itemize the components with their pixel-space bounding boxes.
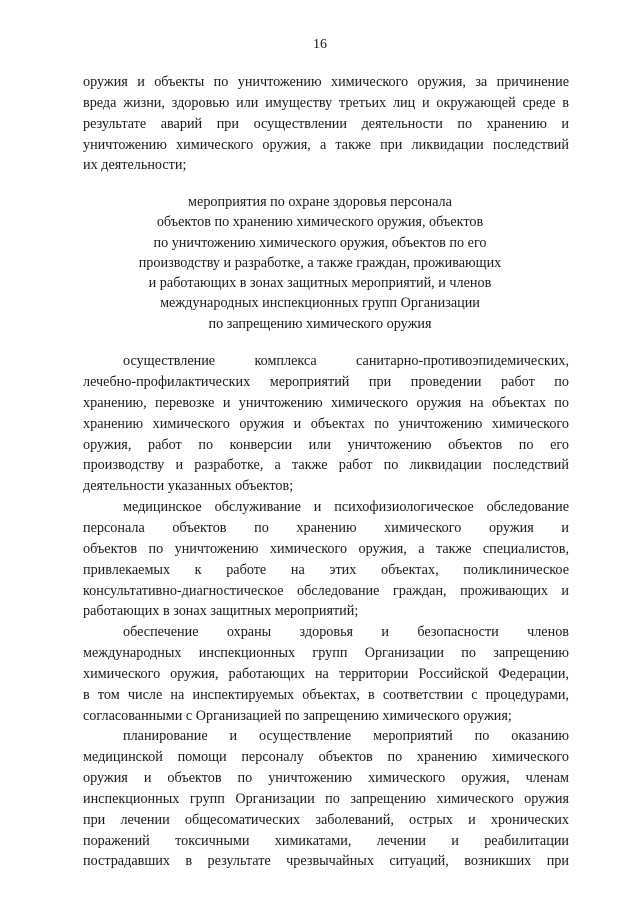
paragraph-line: лечебно-профилактических мероприятий при проведении работ по [83,374,569,390]
section-heading-line: международных инспекционных групп Организации [160,295,480,311]
paragraph-line: оружия, работ по конверсии или уничтожению объектов по его [83,437,569,453]
paragraph-line: химического оружия, работающих на территории Российской Федерации, [83,666,569,682]
paragraph-line: инспекционных групп Организации по запрещению химического оружия [83,791,569,807]
paragraph-line: поражений токсичными химикатами, лечении и реабилитации [83,833,569,849]
section-heading-line: и работающих в зонах защитных мероприятий, и членов [148,275,492,291]
intro-line: результате аварий при осуществлении деятельности по хранению и [83,116,569,132]
section-heading-line: по запрещению химического оружия [208,316,432,332]
paragraph-line: хранению химического оружия и объектах по уничтожению химического [83,416,569,432]
paragraph-line: работающих в зонах защитных мероприятий; [83,603,359,619]
paragraph-line: объектов по уничтожению химического оружия, а также специалистов, [83,541,569,557]
paragraph-line: согласованными с Организацией по запрещению химического оружия; [83,708,512,724]
paragraph-line: медицинской помощи персоналу объектов по хранению химического [83,749,569,765]
paragraph-line: осуществление комплекса санитарно-противоэпидемических, [123,353,569,369]
paragraph-line: деятельности указанных объектов; [83,478,294,494]
intro-line: их деятельности; [83,157,187,173]
section-heading-line: мероприятия по охране здоровья персонала [188,194,452,210]
page-number: 16 [313,37,327,52]
paragraph-line: производству и разработке, а также работ по ликвидации последствий [83,457,569,473]
paragraph-line: персонала объектов по хранению химического оружия и [83,520,569,536]
paragraph-line: медицинское обслуживание и психофизиологическое обследование [123,499,569,515]
paragraph-line: планирование и осуществление мероприятий по оказанию [123,728,569,744]
section-heading-line: производству и разработке, а также граждан, проживающих [138,255,502,271]
section-heading-line: объектов по хранению химического оружия, объектов [156,214,484,230]
paragraph-line: пострадавших в результате чрезвычайных ситуаций, возникших при [83,853,569,869]
paragraph-line: при лечении общесоматических заболеваний, острых и хронических [83,812,569,828]
paragraph-line: хранению, перевозке и уничтожению химического оружия на объектах по [83,395,569,411]
paragraph-line: международных инспекционных групп Организации по запрещению [83,645,569,661]
intro-line: уничтожению химического оружия, а также при ликвидации последствий [83,137,569,153]
paragraph-line: привлекаемых к работе на этих объектах, поликлиническое [83,562,569,578]
paragraph-line: консультативно-диагностическое обследование граждан, проживающих и [83,583,569,599]
intro-line: оружия и объекты по уничтожению химического оружия, за причинение [83,74,569,90]
section-heading-line: по уничтожению химического оружия, объектов по его [153,235,487,251]
paragraph-line: в том числе на инспектируемых объектах, в соответствии с процедурами, [83,687,569,703]
paragraph-line: обеспечение охраны здоровья и безопасности членов [123,624,569,640]
paragraph-line: оружия и объектов по уничтожению химического оружия, членам [83,770,569,786]
intro-line: вреда жизни, здоровью или имуществу третьих лиц и окружающей среде в [83,95,569,111]
